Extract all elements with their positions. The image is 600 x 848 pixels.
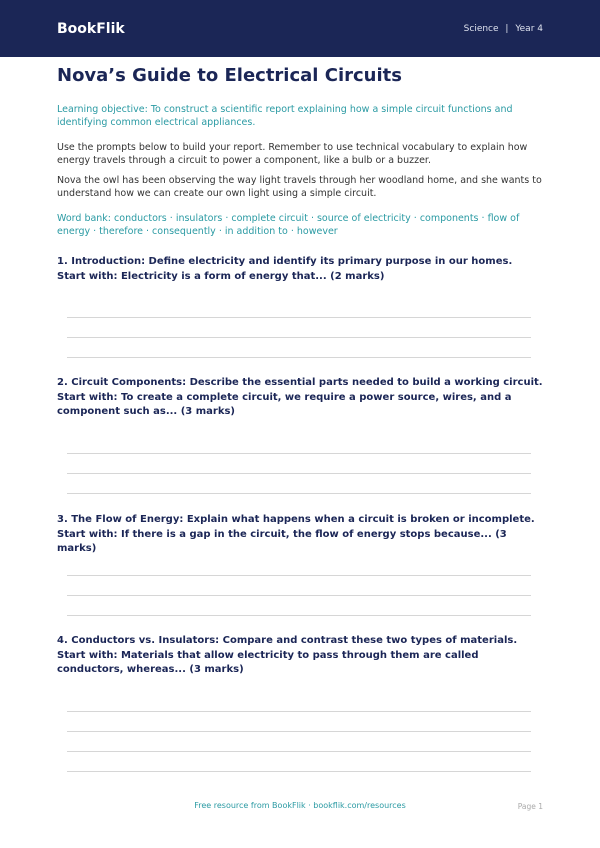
footer-link[interactable]: Free resource from BookFlik · bookflik.com/resources [194,801,406,810]
word-bank: Word bank: conductors · insulators · complete circuit · source of electricity · components · flow of energy · therefore · consequently · in addition to · however [57,213,520,237]
subject-label: Science [463,23,499,34]
meta-separator: | [505,23,509,34]
answer-line[interactable] [67,575,531,576]
header-bar [0,0,600,57]
brand-logo[interactable]: BookFlik [57,20,125,37]
intro-paragraph: Use the prompts below to build your report. Remember to use technical vocabulary to explain how energy travels through a circuit to power a component, like a bulb or a buzzer. [57,142,528,166]
answer-line[interactable] [67,595,531,596]
answer-line[interactable] [67,357,531,358]
answer-line[interactable] [67,751,531,752]
worksheet-intro [57,65,543,238]
answer-line[interactable] [67,453,531,454]
question-2: 2. Circuit Components: Describe the essential parts needed to build a working circuit. Start with: To create a complete circuit, we require a power source, wires, and a component such as... (3 marks) [57,377,543,417]
answer-line[interactable] [67,711,531,712]
answer-line[interactable] [67,731,531,732]
answer-line[interactable] [67,771,531,772]
page-number: Page 1 [517,802,543,811]
answer-line[interactable] [67,493,531,494]
answer-line[interactable] [67,317,531,318]
answer-line[interactable] [67,473,531,474]
story-paragraph: Nova the owl has been observing the way light travels through her woodland home, and she wants to understand how we can create our own light using a simple circuit. [57,175,542,199]
answer-line[interactable] [67,615,531,616]
question-1: 1. Introduction: Define electricity and identify its primary purpose in our homes. Start with: Electricity is a form of energy that... (2 marks) [57,256,513,282]
page-title: Nova’s Guide to Electrical Circuits [57,65,402,86]
question-4: 4. Conductors vs. Insulators: Compare and contrast these two types of materials. Start with: Materials that allow electricity to pass through them are called conductors, whereas... (3 marks) [57,635,518,675]
subject-year-label [464,24,543,34]
year-label: Year 4 [515,23,543,34]
answer-line[interactable] [67,337,531,338]
learning-objective: Learning objective: To construct a scientific report explaining how a simple circuit functions and identifying common electrical appliances. [57,104,513,128]
question-3: 3. The Flow of Energy: Explain what happens when a circuit is broken or incomplete. Start with: If there is a gap in the circuit, the flow of energy stops because... (3 marks) [57,514,535,554]
